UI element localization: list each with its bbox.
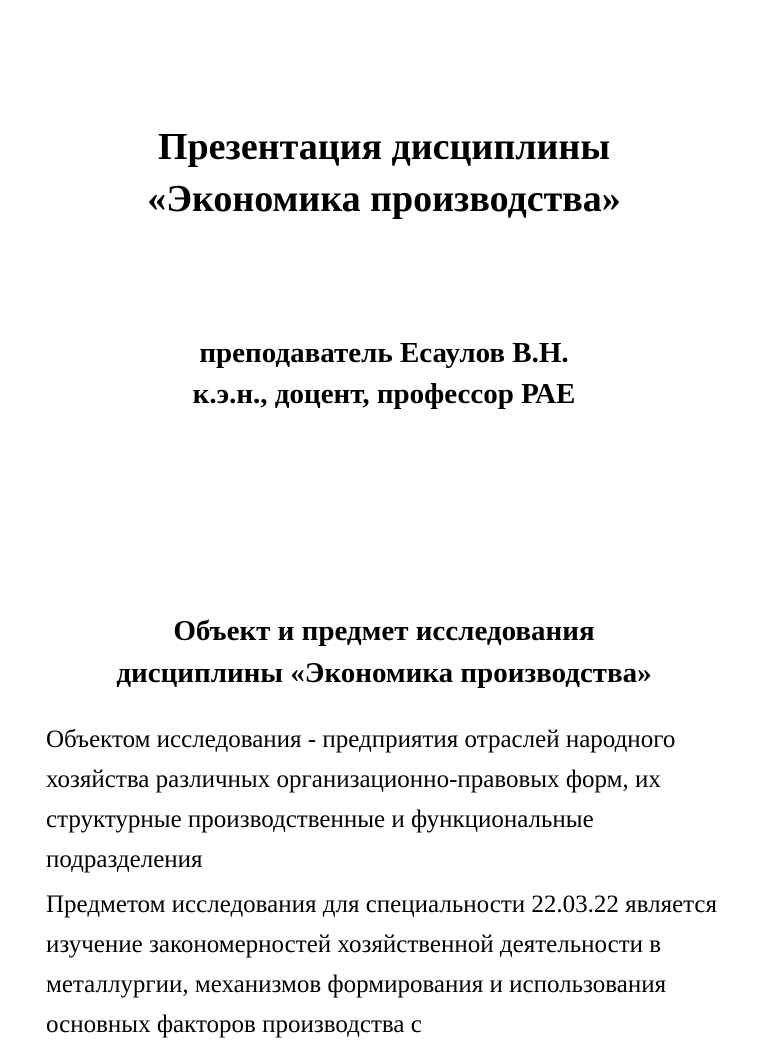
author-info: [0, 333, 768, 415]
author-credentials: к.э.н., доцент, профессор РАЕ: [192, 378, 576, 410]
body-text: [46, 720, 736, 1050]
section-heading: [0, 610, 768, 694]
object-paragraph: Объектом исследования - предприятия отраслей народного хозяйства различных организационно-правовых форм, их структурные производственные и функциональные подразделения: [46, 726, 676, 873]
section-heading-line-2: дисциплины «Экономика производства»: [116, 657, 652, 689]
title-line-1: Презентация дисциплины: [157, 126, 610, 168]
author-name: преподаватель Есаулов В.Н.: [199, 337, 569, 369]
section-heading-line-1: Объект и предмет исследования: [173, 615, 595, 647]
subject-paragraph: Предметом исследования для специальности 22.03.22 является изучение закономерностей хозяйственной деятельности в металлургии, механизмов формирования и использования основных факторов производства с: [46, 891, 717, 1038]
presentation-title: [0, 121, 768, 225]
title-line-2: «Экономика производства»: [147, 178, 621, 220]
content-slide: [0, 560, 768, 1038]
